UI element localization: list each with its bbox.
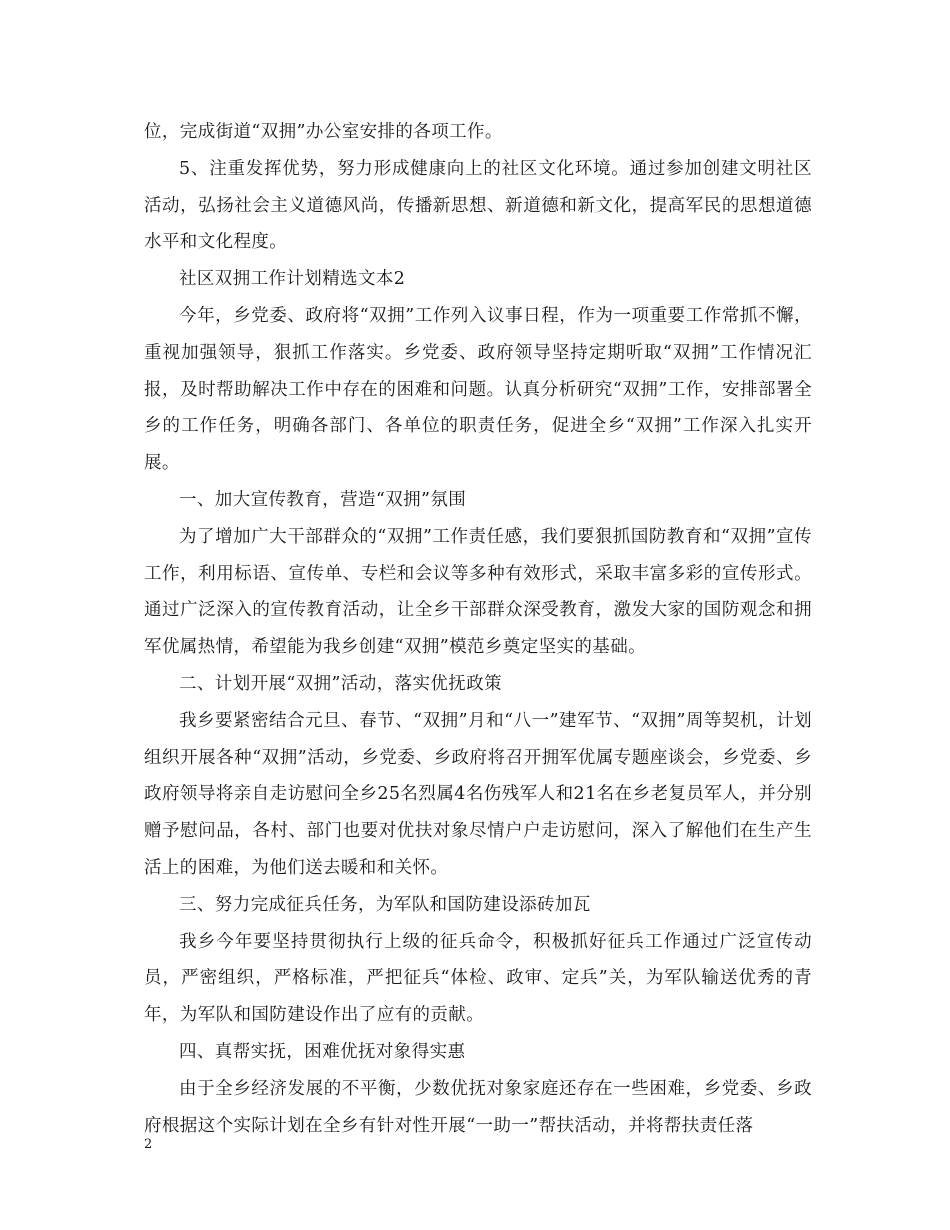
heading-three: 三、努力完成征兵任务，为军队和国防建设添砖加瓦 bbox=[179, 894, 591, 915]
paragraph-three: 我乡今年要坚持贯彻执行上级的征兵命令，积极抓好征兵工作通过广泛宣传动员，严密组织，严格标准，严把征兵“体检、政审、定兵”关，为军队输送优秀的青年，为军队和国防建设作出了应有的贡献。 bbox=[144, 931, 812, 1026]
heading-four: 四、真帮实抚，困难优抚对象得实惠 bbox=[179, 1041, 466, 1062]
paragraph-continuation: 位，完成街道“双拥”办公室安排的各项工作。 bbox=[144, 122, 503, 142]
paragraph-two: 我乡要紧密结合元旦、春节、“双拥”月和“八一”建军节、“双拥”周等契机，计划组织开展各种“双拥”活动，乡党委、乡政府将召开拥军优属专题座谈会，乡党委、乡政府领导将亲自走访慰问全乡25名烈属4名伤残军人和21名在乡老复员军人，并分别赠予慰问品，各村、部门也要对优扶对象尽情户户走访慰问，深入了解他们在生产生活上的困难，为他们送去暖和和关怀。 bbox=[144, 710, 812, 878]
paragraph-intro: 今年，乡党委、政府将“双拥”工作列入议事日程，作为一项重要工作常抓不懈，重视加强领导，狠抓工作落实。乡党委、政府领导坚持定期听取“双拥”工作情况汇报，及时帮助解决工作中存在的困难和问题。认真分析研究“双拥”工作，安排部署全乡的工作任务，明确各部门、各单位的职责任务，促进全乡“双拥”工作深入扎实开展。 bbox=[144, 305, 812, 474]
page-number: 2 bbox=[144, 1137, 153, 1152]
paragraph-four: 由于全乡经济发展的不平衡，少数优抚对象家庭还存在一些困难，乡党委、乡政府根据这个实际计划在全乡有针对性开展“一助一”帮扶活动，并将帮扶责任落 bbox=[144, 1078, 812, 1136]
document-body bbox=[144, 114, 812, 1144]
paragraph-item-5: 5、注重发挥优势，努力形成健康向上的社区文化环境。通过参加创建文明社区活动，弘扬社会主义道德风尚，传播新思想、新道德和新文化，提高军民的思想道德水平和文化程度。 bbox=[144, 158, 812, 253]
section-title: 社区双拥工作计划精选文本2 bbox=[179, 269, 406, 290]
heading-two: 二、计划开展“双拥”活动，落实优抚政策 bbox=[179, 673, 502, 694]
heading-one: 一、加大宣传教育，营造“双拥”氛围 bbox=[179, 489, 467, 510]
paragraph-one: 为了增加广大干部群众的“双拥”工作责任感，我们要狠抓国防教育和“双拥”宣传工作，利用标语、宣传单、专栏和会议等多种有效形式，采取丰富多彩的宣传形式。通过广泛深入的宣传教育活动，让全乡干部群众深受教育，激发大家的国防观念和拥军优属热情，希望能为我乡创建“双拥”模范乡奠定坚实的基础。 bbox=[144, 526, 812, 658]
